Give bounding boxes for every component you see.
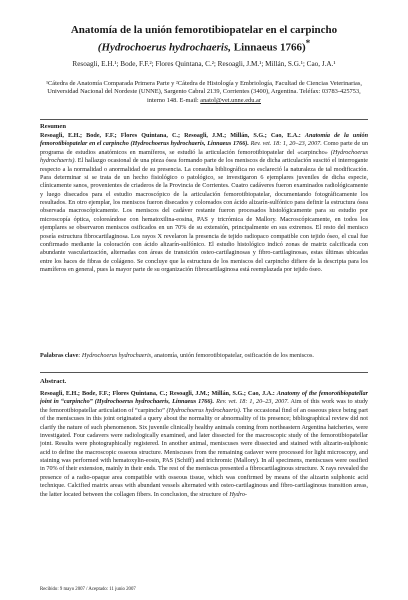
abstract-cite-authors: Resoagli, E.H.; Bode, F.F.; Flores Quintana, C.; Resoagli, J.M.; Millán, S.G.; Cao, J.A.: [40, 390, 275, 397]
affiliation [40, 80, 368, 105]
title-line-1: Anatomía de la unión femorotibiopatelar en el carpincho [70, 24, 338, 36]
abstract-body [40, 390, 368, 583]
abstract-text-tail: Hydro- [229, 490, 247, 498]
author-list: Resoagli, E.H.¹; Bode, F.F.²; Flores Quintana, C.²; Resoagli, J.M.¹; Millán, S.G.¹; Cao, J.A.¹ [72, 60, 336, 68]
resumen-species: (Hydrochoerus hydrochaeris). [40, 148, 368, 165]
keywords-species: : Hydrochoerus hydrochaeris, [78, 352, 153, 359]
abstract-cite-ref: Rev. vet. 18: 1, 20–23, 2007. [214, 398, 289, 406]
article-title [40, 24, 368, 55]
received-note: Recibido: 9 mayo 2007 / Aceptado: 11 junio 2007 [40, 587, 136, 592]
divider-middle [40, 372, 368, 373]
affiliation-text: ¹Cátedra de Anatomía Comparada Primera Parte y ²Cátedra de Histología y Embriología, Facultad de Ciencias Veterinarias, Universidad Nacional del Nordeste (UNNE), Sargento Cabral 2139, Corrientes (3400), Argentina. Teléfax: 03783-425753, interno 148. E-mail: [46, 80, 362, 104]
resumen-cite-ref: Rev. vet. 18: 1, 20–23, 2007. [248, 140, 322, 148]
divider-top [40, 119, 368, 120]
abstract-heading: Abstract. [40, 378, 67, 385]
abstract-species: (Hydrochoerus hydrochaeris). [166, 406, 242, 414]
resumen-cite-title: Anatomía de la unión femorotibiopatelar en el carpincho (Hydrochoerus hydrochaeris, Linnaeus 1766). [40, 132, 368, 148]
abstract-text-a: Aim of this work was to study the femorotibiopatellar articulation of “carpincho” [40, 398, 368, 414]
abstract-text-b: The occasional find of an osseous piece being part of the meniscuses in this joint originated a query about the normality or abnormality of its presence; bibliographical review did not clarify the nature of such phenomenon. Six juvenile clinically healthy animals coming from northeastern Argentina hatcheries, were investigated. Four cadavers were radiologically examined, and later dissected for the macroscopic study of the femorotibiopatellar joint. Results were photographically registered. In another animal, meniscuses were dissected and stained with alizarin-sulphonic acid to define the macroscopic osseous structure. Meniscuses from the remaining cadaver were processed for light microscopy, and staining was performed with hematoxylin-eosin, PAS (Schiff) and trichromic (Mallory). In all specimens, meniscuses were ossified in 70% of their extension, mainly in their ends. The rest of the meniscus presented a fibrocartilaginous structure. X rays revealed the presence of a radio-opaque area compatible with osseous tissue, which was confirmed by means of the alizarin sulphonic acid technique. Calcified matrix areas with abundant vessels alternated with osteo-cartilaginous and fibro-cartilaginous transition areas, the latter located between the collagen fibers. In conclusion, the structure of [40, 406, 368, 498]
title-line-2 [40, 37, 368, 55]
abstract-cite-title: Anatomy of the femorotibiopatellar joint in “carpincho” (Hydrochoerus hydrochaeris, Linnaeus 1766). [40, 390, 368, 406]
resumen-text-a: Como parte de un programa de estudios anatómicos en mamíferos, se estudió la articulación femorotibiopatelar del «carpincho» [40, 140, 368, 156]
keywords [40, 352, 368, 369]
keywords-label: Palabras clave [40, 352, 79, 359]
title-author-year: Linnaeus 1766) [231, 41, 306, 54]
resumen-cite-authors: Resoagli, E.H.; Bode, F.F.; Flores Quintana, C.; Resoagli, J.M.; Millán, S.G.; Cao, E.A.: [40, 132, 301, 139]
resumen-text-b: El hallazgo ocasional de una pieza ósea formando parte de los meniscos de dicha articulación suscitó el interrogante respecto a la normalidad o anormalidad de su presencia. La consulta bibliográfica no esclareció la naturaleza de tal modificación. Para determinar si se trata de un hecho fisiológico o patológico, se investigaron 6 ejemplares juveniles de dicha especie, clínicamente sanos, provenientes de criaderos de la Provincia de Corrientes. Cuatro cadáveres fueron examinados radiológicamente y luego disecados para el estudio macroscópico de la articulación femorotibiopatelar, documentando fotográficamente los resultados. En otro ejemplar, los meniscos fueron disecados y coloreados con ácido alizarín-sulfónico para definir la estructura ósea observada macroscópicamente. Los meniscos del cadáver restante fueron procesados histológicamente para su estudio por microscopía óptica, coloreándose con hematoxilina-eosina, PAS y tricrómica de Mallory. Macroscópicamente, en todos los ejemplares se observaron meniscos osificados en un 70% de su extensión, principalmente en sus extremos. El resto del menisco poseía estructura fibrocartilaginosa. Los rayos X revelaron la presencia de tejido radiopaco compatible con tejido óseo, el cual fue confirmado mediante la coloración con ácido alizarín-sulfónico. El estudio histológico indicó zonas de matriz calcificada con abundante vascularización, alternadas con áreas de transición osteo-cartilaginosas y fibro-cartilaginosas, estas últimas ubicadas entre los haces de fibras de colágeno. Se concluye que la estructura de los meniscos del carpincho difiere de la descripta para los mamíferos en general, pues la mayor parte de su organización fibrocartilaginosa está reemplazada por tejido óseo. [40, 157, 368, 273]
resumen-body [40, 132, 368, 343]
email-link[interactable]: anatol@vet.unne.edu.ar [200, 96, 261, 104]
title-species: (Hydrochoerus hydrochaeris, [97, 41, 232, 54]
keywords-rest: anatomía, unión femorotibiopatelar, osificación de los meniscos. [152, 352, 314, 359]
title-footnote-mark: * [305, 38, 311, 48]
resumen-heading: Resumen [40, 123, 67, 130]
